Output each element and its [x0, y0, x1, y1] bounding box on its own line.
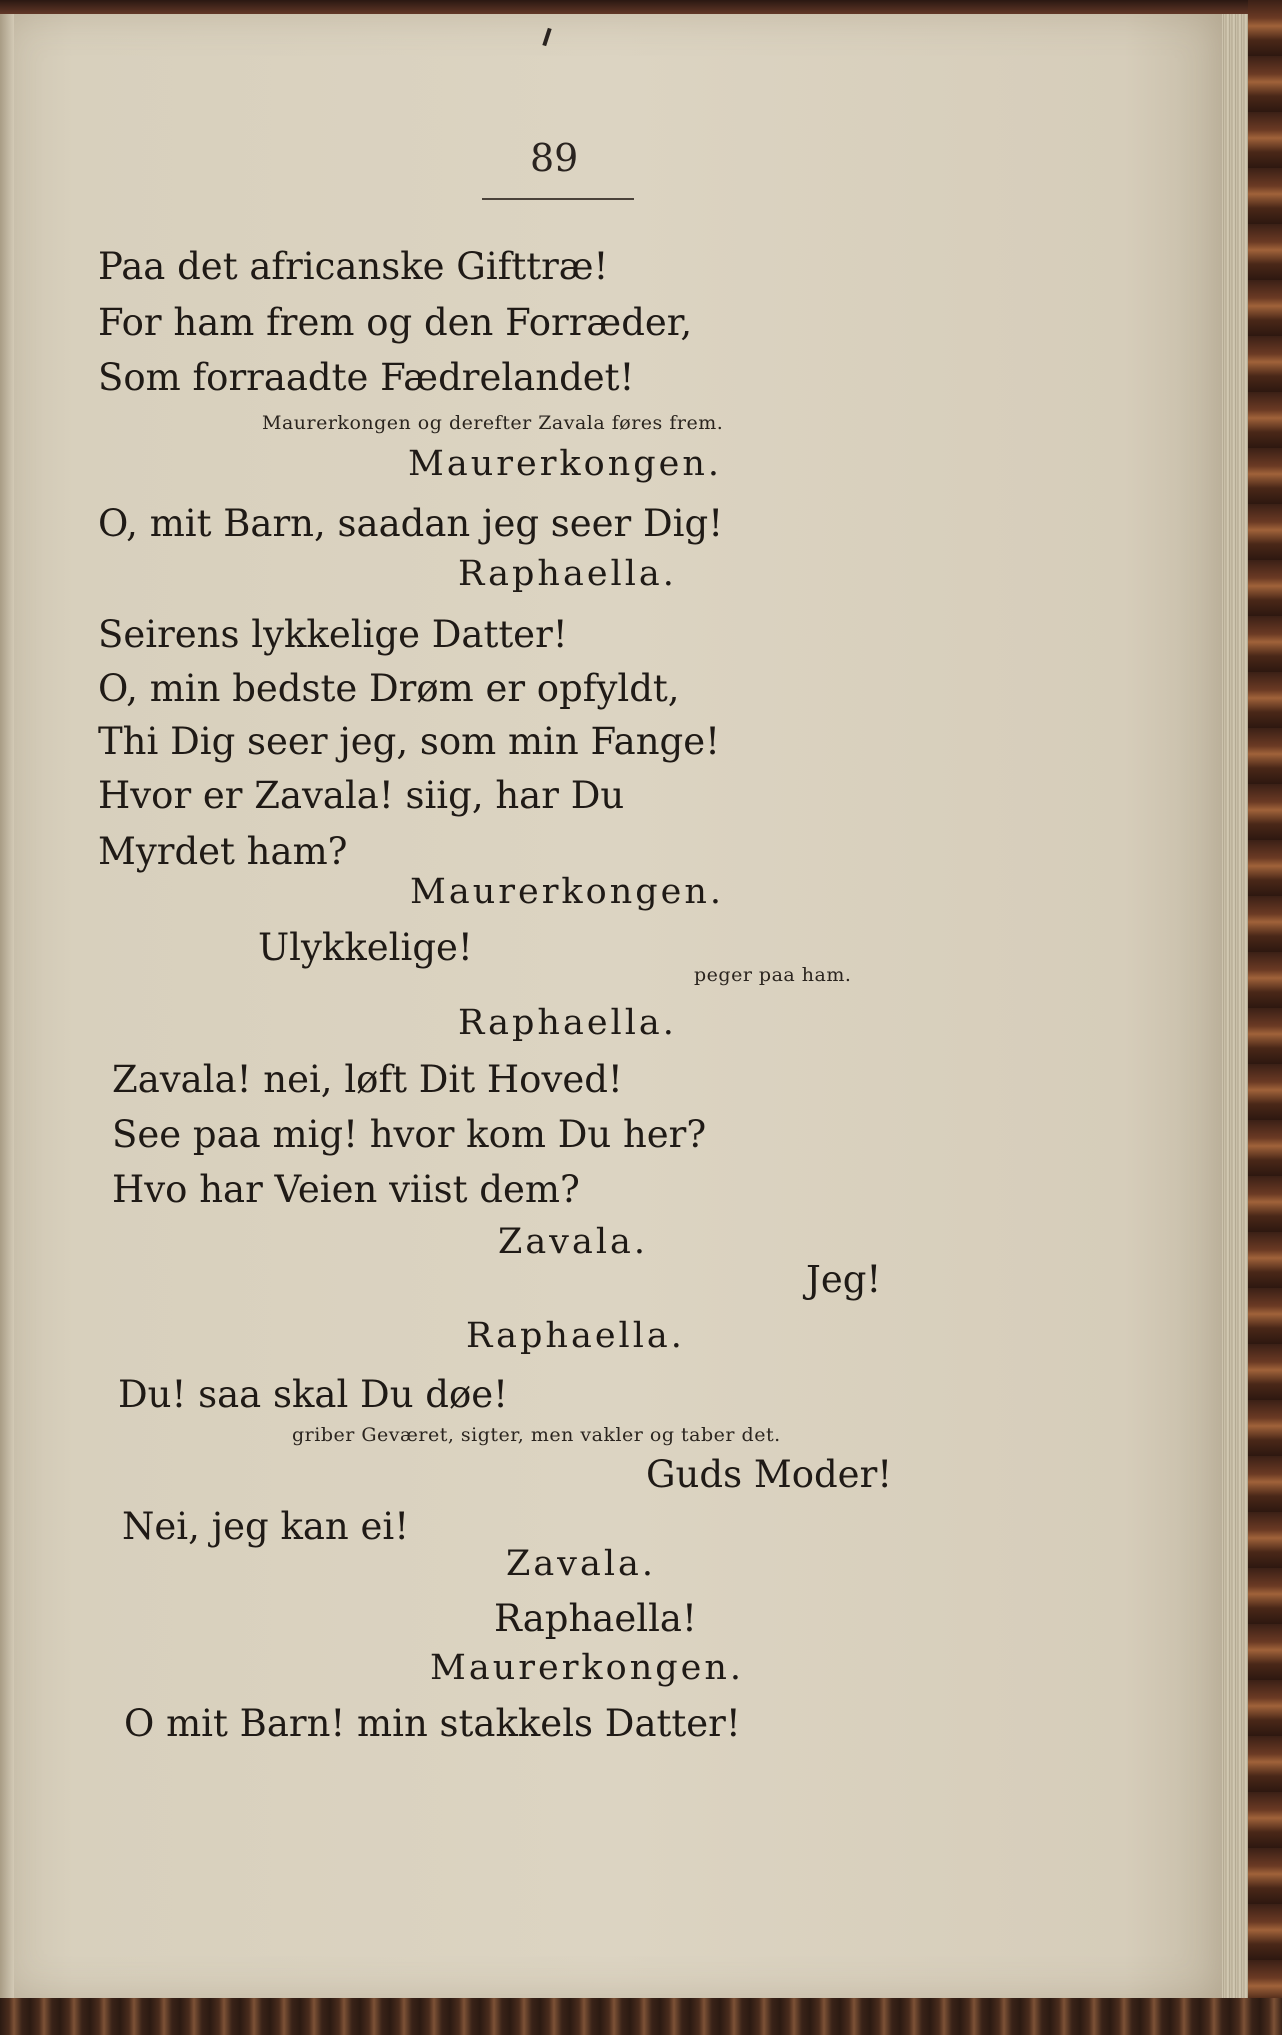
verse-line: Hvo har Veien viist dem?: [112, 1168, 580, 1211]
verse-line: Zavala! nei, løft Dit Hoved!: [112, 1058, 623, 1101]
verse-line: O mit Barn! min stakkels Datter!: [124, 1702, 741, 1745]
verse-line: O, min bedste Drøm er opfyldt,: [98, 667, 680, 710]
book-cover-bottom: [0, 1998, 1282, 2035]
page-gutter: [0, 14, 14, 1998]
verse-line: Som forraadte Fædrelandet!: [98, 356, 635, 399]
speaker-name: Zavala.: [498, 1222, 649, 1262]
verse-line: Hvor er Zavala! siig, har Du: [98, 774, 625, 817]
verse-line: Du! saa skal Du døe!: [118, 1373, 509, 1416]
verse-line: Paa det africanske Gifttræ!: [98, 245, 609, 288]
verse-line: Seirens lykkelige Datter!: [98, 613, 568, 656]
speaker-name: Maurerkongen.: [408, 444, 723, 484]
speaker-name: Zavala.: [506, 1544, 657, 1584]
verse-line: Thi Dig seer jeg, som min Fange!: [98, 720, 720, 763]
stage-direction: peger paa ham.: [694, 964, 852, 986]
page-edges: [1218, 14, 1248, 1998]
verse-line: Nei, jeg kan ei!: [122, 1505, 410, 1548]
verse-line: For ham frem og den Forræder,: [98, 301, 693, 344]
verse-line: O, mit Barn, saadan jeg seer Dig!: [98, 502, 724, 545]
verse-line: See paa mig! hvor kom Du her?: [112, 1113, 707, 1156]
stage-direction: Maurerkongen og derefter Zavala føres frem.: [262, 412, 724, 434]
speaker-name: Maurerkongen.: [430, 1648, 745, 1688]
book-cover-right: [1248, 0, 1282, 2035]
speaker-name: Raphaella.: [458, 554, 677, 594]
verse-line: Myrdet ham?: [98, 830, 348, 873]
verse-line: Jeg!: [806, 1258, 882, 1301]
speaker-name: Raphaella.: [466, 1316, 685, 1356]
verse-line: Guds Moder!: [646, 1453, 893, 1496]
stage-direction: griber Geværet, sigter, men vakler og taber det.: [292, 1424, 781, 1446]
verse-line: Raphaella!: [494, 1597, 697, 1640]
speaker-name: Maurerkongen.: [410, 872, 725, 912]
header-rule: [482, 198, 634, 200]
page-number: 89: [530, 136, 579, 180]
speaker-name: Raphaella.: [458, 1003, 677, 1043]
verse-line: Ulykkelige!: [258, 926, 473, 969]
